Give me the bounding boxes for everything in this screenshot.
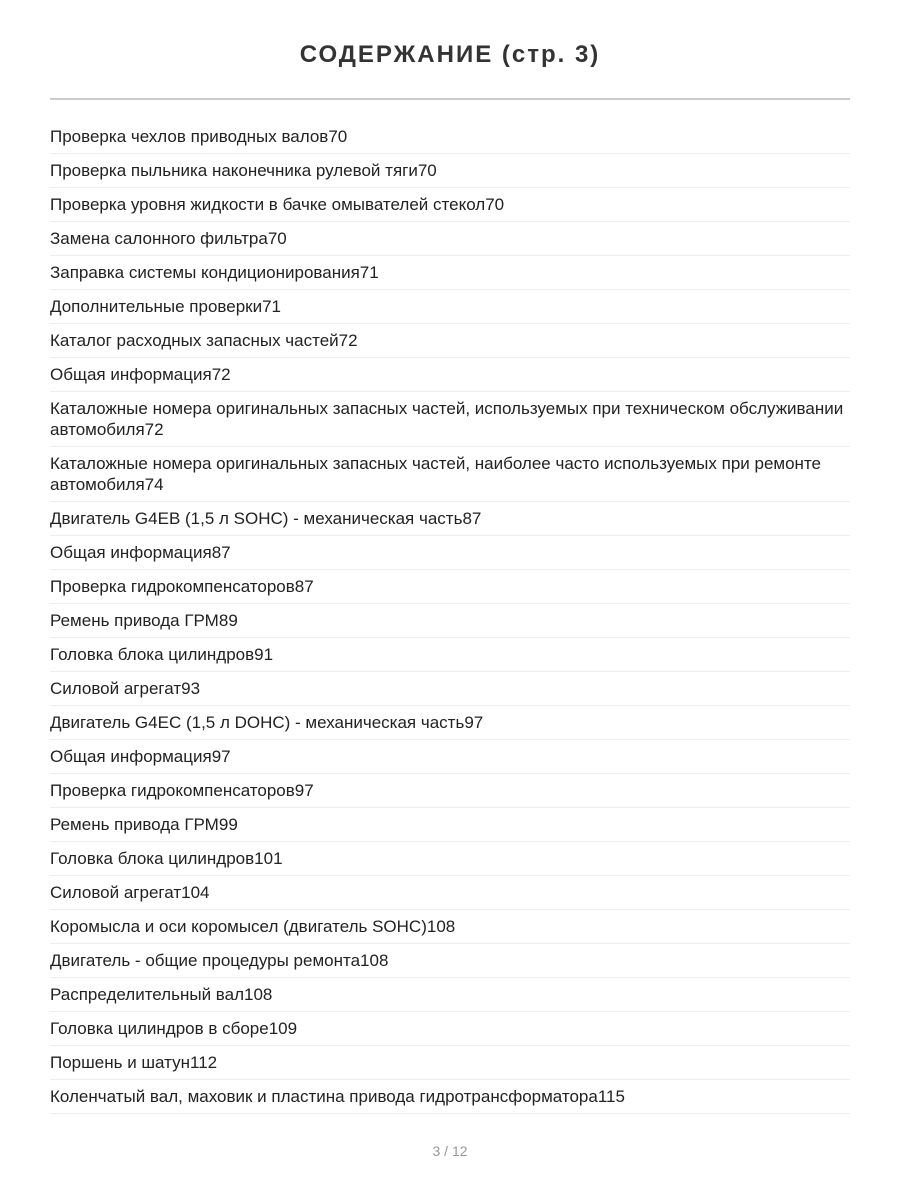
toc-entry-page-number: 93 xyxy=(181,679,201,698)
toc-entry[interactable] xyxy=(50,672,850,706)
toc-entry[interactable] xyxy=(50,978,850,1012)
toc-entry[interactable] xyxy=(50,944,850,978)
toc-entry-page-number: 70 xyxy=(417,161,437,180)
toc-entry-page-number: 70 xyxy=(485,195,505,214)
toc-entry-title: Двигатель - общие процедуры ремонта xyxy=(50,951,361,970)
toc-entry-page-number: 109 xyxy=(268,1019,298,1038)
toc-entry-title: Двигатель G4EC (1,5 л DOHC) - механическая часть xyxy=(50,713,465,732)
toc-entry-page-number: 89 xyxy=(218,611,238,630)
toc-entry-page-number: 97 xyxy=(294,781,314,800)
toc-entry[interactable] xyxy=(50,447,850,502)
toc-entry[interactable] xyxy=(50,1080,850,1114)
toc-entry-title: Двигатель G4EB (1,5 л SOHC) - механическая часть xyxy=(50,509,463,528)
toc-entry-title: Ремень привода ГРМ xyxy=(50,815,219,834)
toc-entry-page-number: 70 xyxy=(267,229,287,248)
toc-entry[interactable] xyxy=(50,1046,850,1080)
toc-entry[interactable] xyxy=(50,324,850,358)
toc-list xyxy=(50,120,850,1114)
toc-page xyxy=(50,0,850,1106)
toc-entry-page-number: 108 xyxy=(244,985,273,1004)
toc-entry-page-number: 97 xyxy=(464,713,484,732)
toc-entry-title: Проверка уровня жидкости в бачке омывателей стекол xyxy=(50,195,486,214)
toc-entry-page-number: 97 xyxy=(211,747,231,766)
toc-entry-title: Каталог расходных запасных частей xyxy=(50,331,339,350)
toc-entry-title: Проверка пыльника наконечника рулевой тяги xyxy=(50,161,418,180)
toc-entry[interactable] xyxy=(50,910,850,944)
toc-entry-title: Головка блока цилиндров xyxy=(50,645,255,664)
toc-entry-page-number: 70 xyxy=(328,127,348,146)
toc-entry-title: Общая информация xyxy=(50,747,212,766)
toc-entry[interactable] xyxy=(50,876,850,910)
toc-entry-title: Проверка гидрокомпенсаторов xyxy=(50,577,295,596)
toc-entry-title: Головка блока цилиндров xyxy=(50,849,255,868)
toc-entry-page-number: 101 xyxy=(254,849,283,868)
toc-entry-page-number: 72 xyxy=(211,365,231,384)
toc-entry-title: Силовой агрегат xyxy=(50,679,182,698)
toc-entry[interactable] xyxy=(50,706,850,740)
toc-entry[interactable] xyxy=(50,604,850,638)
toc-entry-title: Каталожные номера оригинальных запасных частей, наиболее часто используемых при ремонте автомобиля xyxy=(50,454,821,494)
toc-entry[interactable] xyxy=(50,808,850,842)
toc-entry-title: Головка цилиндров в сборе xyxy=(50,1019,269,1038)
toc-entry-page-number: 87 xyxy=(462,509,482,528)
toc-entry-page-number: 108 xyxy=(360,951,389,970)
toc-entry[interactable] xyxy=(50,256,850,290)
toc-entry-page-number: 115 xyxy=(597,1087,625,1106)
toc-entry-page-number: 87 xyxy=(211,543,231,562)
toc-entry-title: Распределительный вал xyxy=(50,985,244,1004)
toc-entry[interactable] xyxy=(50,1012,850,1046)
toc-entry[interactable] xyxy=(50,188,850,222)
toc-entry[interactable] xyxy=(50,392,850,447)
toc-entry-page-number: 87 xyxy=(294,577,314,596)
toc-entry[interactable] xyxy=(50,120,850,154)
toc-entry-page-number: 99 xyxy=(218,815,238,834)
toc-entry-title: Коромысла и оси коромысел (двигатель SOHC) xyxy=(50,917,427,936)
toc-entry[interactable] xyxy=(50,290,850,324)
toc-entry-page-number: 74 xyxy=(144,475,164,494)
toc-entry[interactable] xyxy=(50,570,850,604)
toc-entry[interactable] xyxy=(50,222,850,256)
toc-entry-title: Замена салонного фильтра xyxy=(50,229,268,248)
toc-entry-title: Силовой агрегат xyxy=(50,883,182,902)
toc-entry[interactable] xyxy=(50,502,850,536)
toc-entry-page-number: 91 xyxy=(254,645,274,664)
toc-entry-title: Дополнительные проверки xyxy=(50,297,263,316)
page-title: СОДЕРЖАНИЕ (стр. 3) xyxy=(299,41,601,68)
toc-entry-title: Общая информация xyxy=(50,543,212,562)
toc-entry-page-number: 72 xyxy=(144,420,164,439)
toc-entry[interactable] xyxy=(50,358,850,392)
toc-entry-title: Заправка системы кондиционирования xyxy=(50,263,360,282)
toc-entry[interactable] xyxy=(50,774,850,808)
toc-entry-page-number: 72 xyxy=(338,331,358,350)
toc-entry[interactable] xyxy=(50,740,850,774)
toc-entry-page-number: 112 xyxy=(190,1053,218,1072)
toc-entry[interactable] xyxy=(50,638,850,672)
title-divider xyxy=(50,98,850,100)
toc-entry-page-number: 108 xyxy=(426,917,456,936)
toc-entry-title: Общая информация xyxy=(50,365,212,384)
toc-entry[interactable] xyxy=(50,842,850,876)
toc-entry-title: Коленчатый вал, маховик и пластина привода гидротрансформатора xyxy=(50,1087,598,1106)
toc-entry-title: Ремень привода ГРМ xyxy=(50,611,219,630)
toc-entry-title: Проверка чехлов приводных валов xyxy=(50,127,329,146)
toc-entry[interactable] xyxy=(50,536,850,570)
toc-entry-title: Поршень и шатун xyxy=(50,1053,190,1072)
toc-entry-page-number: 71 xyxy=(359,263,379,282)
toc-entry-title: Каталожные номера оригинальных запасных частей, используемых при техническом обслуживании автомобиля xyxy=(50,399,844,439)
toc-entry-page-number: 104 xyxy=(181,883,210,902)
toc-entry-page-number: 71 xyxy=(262,297,282,316)
toc-entry-title: Проверка гидрокомпенсаторов xyxy=(50,781,295,800)
page-indicator: 3 / 12 xyxy=(432,1143,468,1159)
toc-entry[interactable] xyxy=(50,154,850,188)
